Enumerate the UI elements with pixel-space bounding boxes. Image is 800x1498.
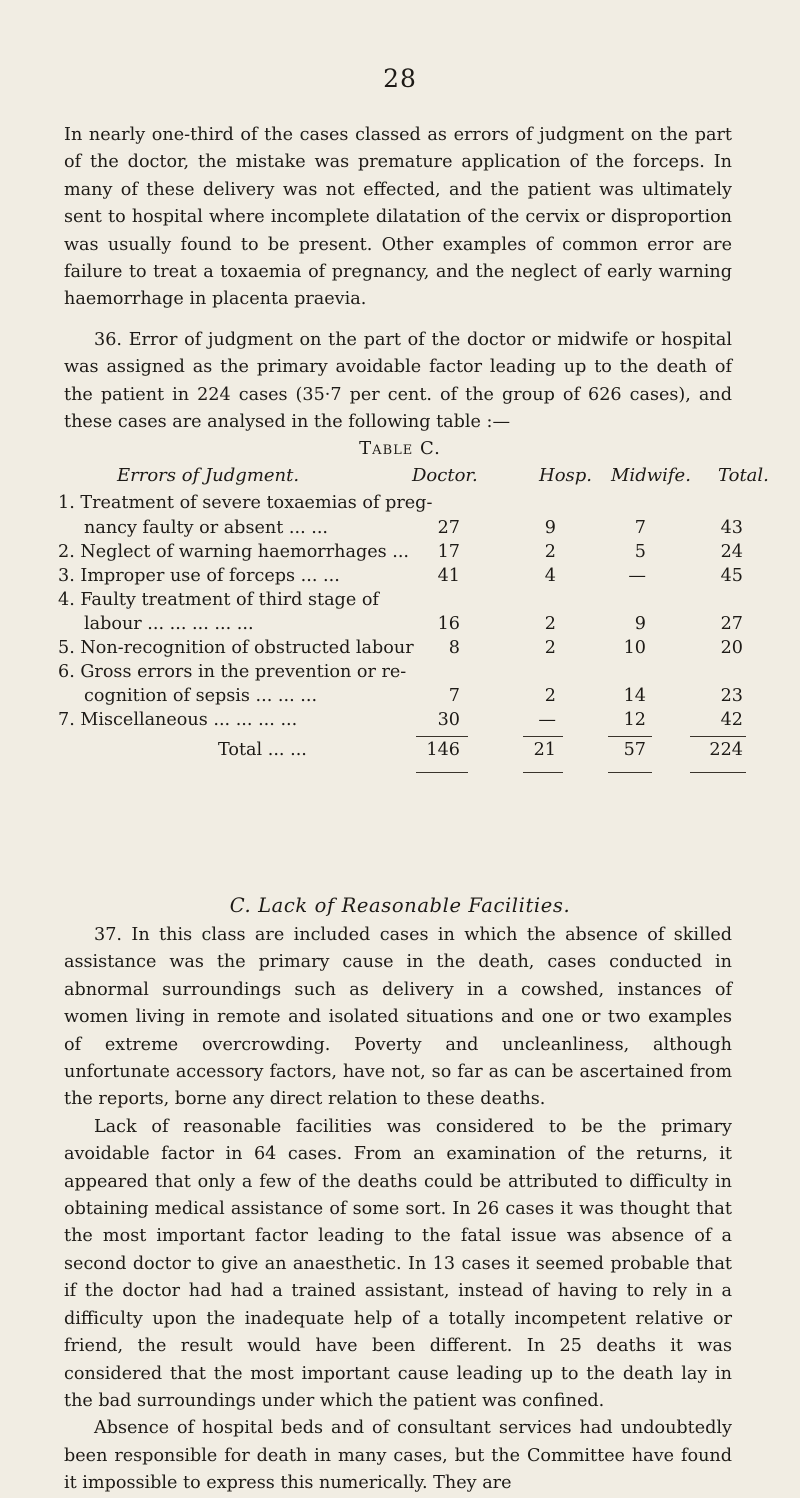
cell-hosp: 2	[544, 638, 556, 658]
cell-doctor: 27	[437, 518, 460, 538]
total-label: Total ... ...	[218, 740, 307, 760]
paragraph-lack-of-facilities: Lack of reasonable facilities was considered to be the primary avoidable factor in 64 cases. From an examination of the returns, it appeared that only a few of the deaths could be attributed to difficulty in obtaining medical assistance of some sort. In 26 cases it was thought that the most important factor leading to the fatal issue was absence of a second doctor to give an anaesthetic. In 13 cases it seemed probable that if the doctor had had a trained assistant, instead of having to rely in a difficulty upon the inadequate help of a totally incompetent relative or friend, the result would have been different. In 25 deaths it was considered that the most important cause leading up to the death lay in the bad surroundings under which the patient was confined.	[64, 1116, 732, 1411]
row-label: 3. Improper use of forceps ... ...	[58, 566, 340, 586]
cell-hosp: 2	[544, 542, 556, 562]
rule-midwife-bottom	[608, 772, 652, 773]
cell-total: 24	[720, 542, 743, 562]
cell-total: 42	[720, 710, 743, 730]
rule-midwife-top	[608, 736, 652, 737]
total-total: 224	[709, 740, 743, 760]
row-label-continued: labour ... ... ... ... ...	[84, 614, 254, 634]
cell-midwife: 7	[634, 518, 646, 538]
total-hosp: 21	[533, 740, 556, 760]
page-number: 28	[383, 64, 417, 93]
paragraph-forceps: In nearly one-third of the cases classed as errors of judgment on the part of the doctor, the mistake was premature application of the forceps. In many of these delivery was not effected, and the patient was ultimately sent to hospital where incomplete dilatation of the cervix or disproportion was usually found to be present. Other examples of common error are failure to treat a toxaemia of pregnancy, and the neglect of early warning haemorrhage in placenta praevia.	[64, 125, 732, 310]
cell-midwife: —	[628, 566, 646, 586]
cell-midwife: 9	[634, 614, 646, 634]
cell-total: 23	[720, 686, 743, 706]
cell-hosp: 2	[544, 686, 556, 706]
cell-total: 43	[720, 518, 743, 538]
cell-doctor: 17	[437, 542, 460, 562]
cell-total: 45	[720, 566, 743, 586]
rule-hosp-bottom	[523, 772, 563, 773]
rule-doctor-top	[416, 736, 468, 737]
rule-total-bottom	[690, 772, 746, 773]
rule-doctor-bottom	[416, 772, 468, 773]
cell-midwife: 12	[623, 710, 646, 730]
cell-midwife: 5	[634, 542, 646, 562]
paragraph-hospital-beds: Absence of hospital beds and of consultant services had undoubtedly been responsible for death in many cases, but the Committee have found it impossible to express this numerically. They are	[64, 1418, 732, 1494]
cell-doctor: 16	[437, 614, 460, 634]
header-errors-of-judgment: Errors of Judgment.	[117, 465, 300, 486]
header-total: Total.	[718, 465, 769, 486]
cell-doctor: 7	[448, 686, 460, 706]
rule-total-top	[690, 736, 746, 737]
section-c-body	[64, 922, 732, 1498]
total-midwife: 57	[623, 740, 646, 760]
header-doctor: Doctor.	[412, 465, 478, 486]
row-label: 7. Miscellaneous ... ... ... ...	[58, 710, 298, 730]
header-midwife: Midwife.	[611, 465, 691, 486]
paragraph-36: 36. Error of judgment on the part of the doctor or midwife or hospital was assigned as the primary avoidable factor leading up to the death of the patient in 224 cases (35·7 per cent. of the group of 626 cases), and these cases are analysed in the following table :—	[64, 330, 732, 433]
cell-hosp: 9	[544, 518, 556, 538]
cell-hosp: 4	[544, 566, 556, 586]
rule-hosp-top	[523, 736, 563, 737]
row-label-continued: cognition of sepsis ... ... ...	[84, 686, 318, 706]
cell-hosp: —	[538, 710, 556, 730]
row-label: 2. Neglect of warning haemorrhages ...	[58, 542, 410, 562]
cell-midwife: 14	[623, 686, 646, 706]
row-label: 6. Gross errors in the prevention or re-	[58, 662, 407, 682]
row-label: 5. Non-recognition of obstructed labour	[58, 638, 414, 658]
cell-total: 27	[720, 614, 743, 634]
cell-midwife: 10	[623, 638, 646, 658]
row-label: 4. Faulty treatment of third stage of	[58, 590, 379, 610]
header-hosp: Hosp.	[539, 465, 593, 486]
row-label-continued: nancy faulty or absent ... ...	[84, 518, 329, 538]
cell-doctor: 30	[437, 710, 460, 730]
cell-total: 20	[720, 638, 743, 658]
table-title: Table C.	[359, 438, 441, 459]
cell-doctor: 41	[437, 566, 460, 586]
total-doctor: 146	[426, 740, 460, 760]
paragraph-37: 37. In this class are included cases in which the absence of skilled assistance was the primary cause in the death, cases conducted in abnormal surroundings such as delivery in a cowshed, instances of women living in remote and isolated situations and one or two examples of extreme overcrowding. Poverty and uncleanliness, although unfortunate accessory factors, have not, so far as can be ascertained from the reports, borne any direct relation to these deaths.	[64, 925, 732, 1110]
section-heading: C. Lack of Reasonable Facilities.	[229, 894, 571, 917]
cell-hosp: 2	[544, 614, 556, 634]
cell-doctor: 8	[448, 638, 460, 658]
row-label: 1. Treatment of severe toxaemias of preg-	[58, 493, 433, 513]
